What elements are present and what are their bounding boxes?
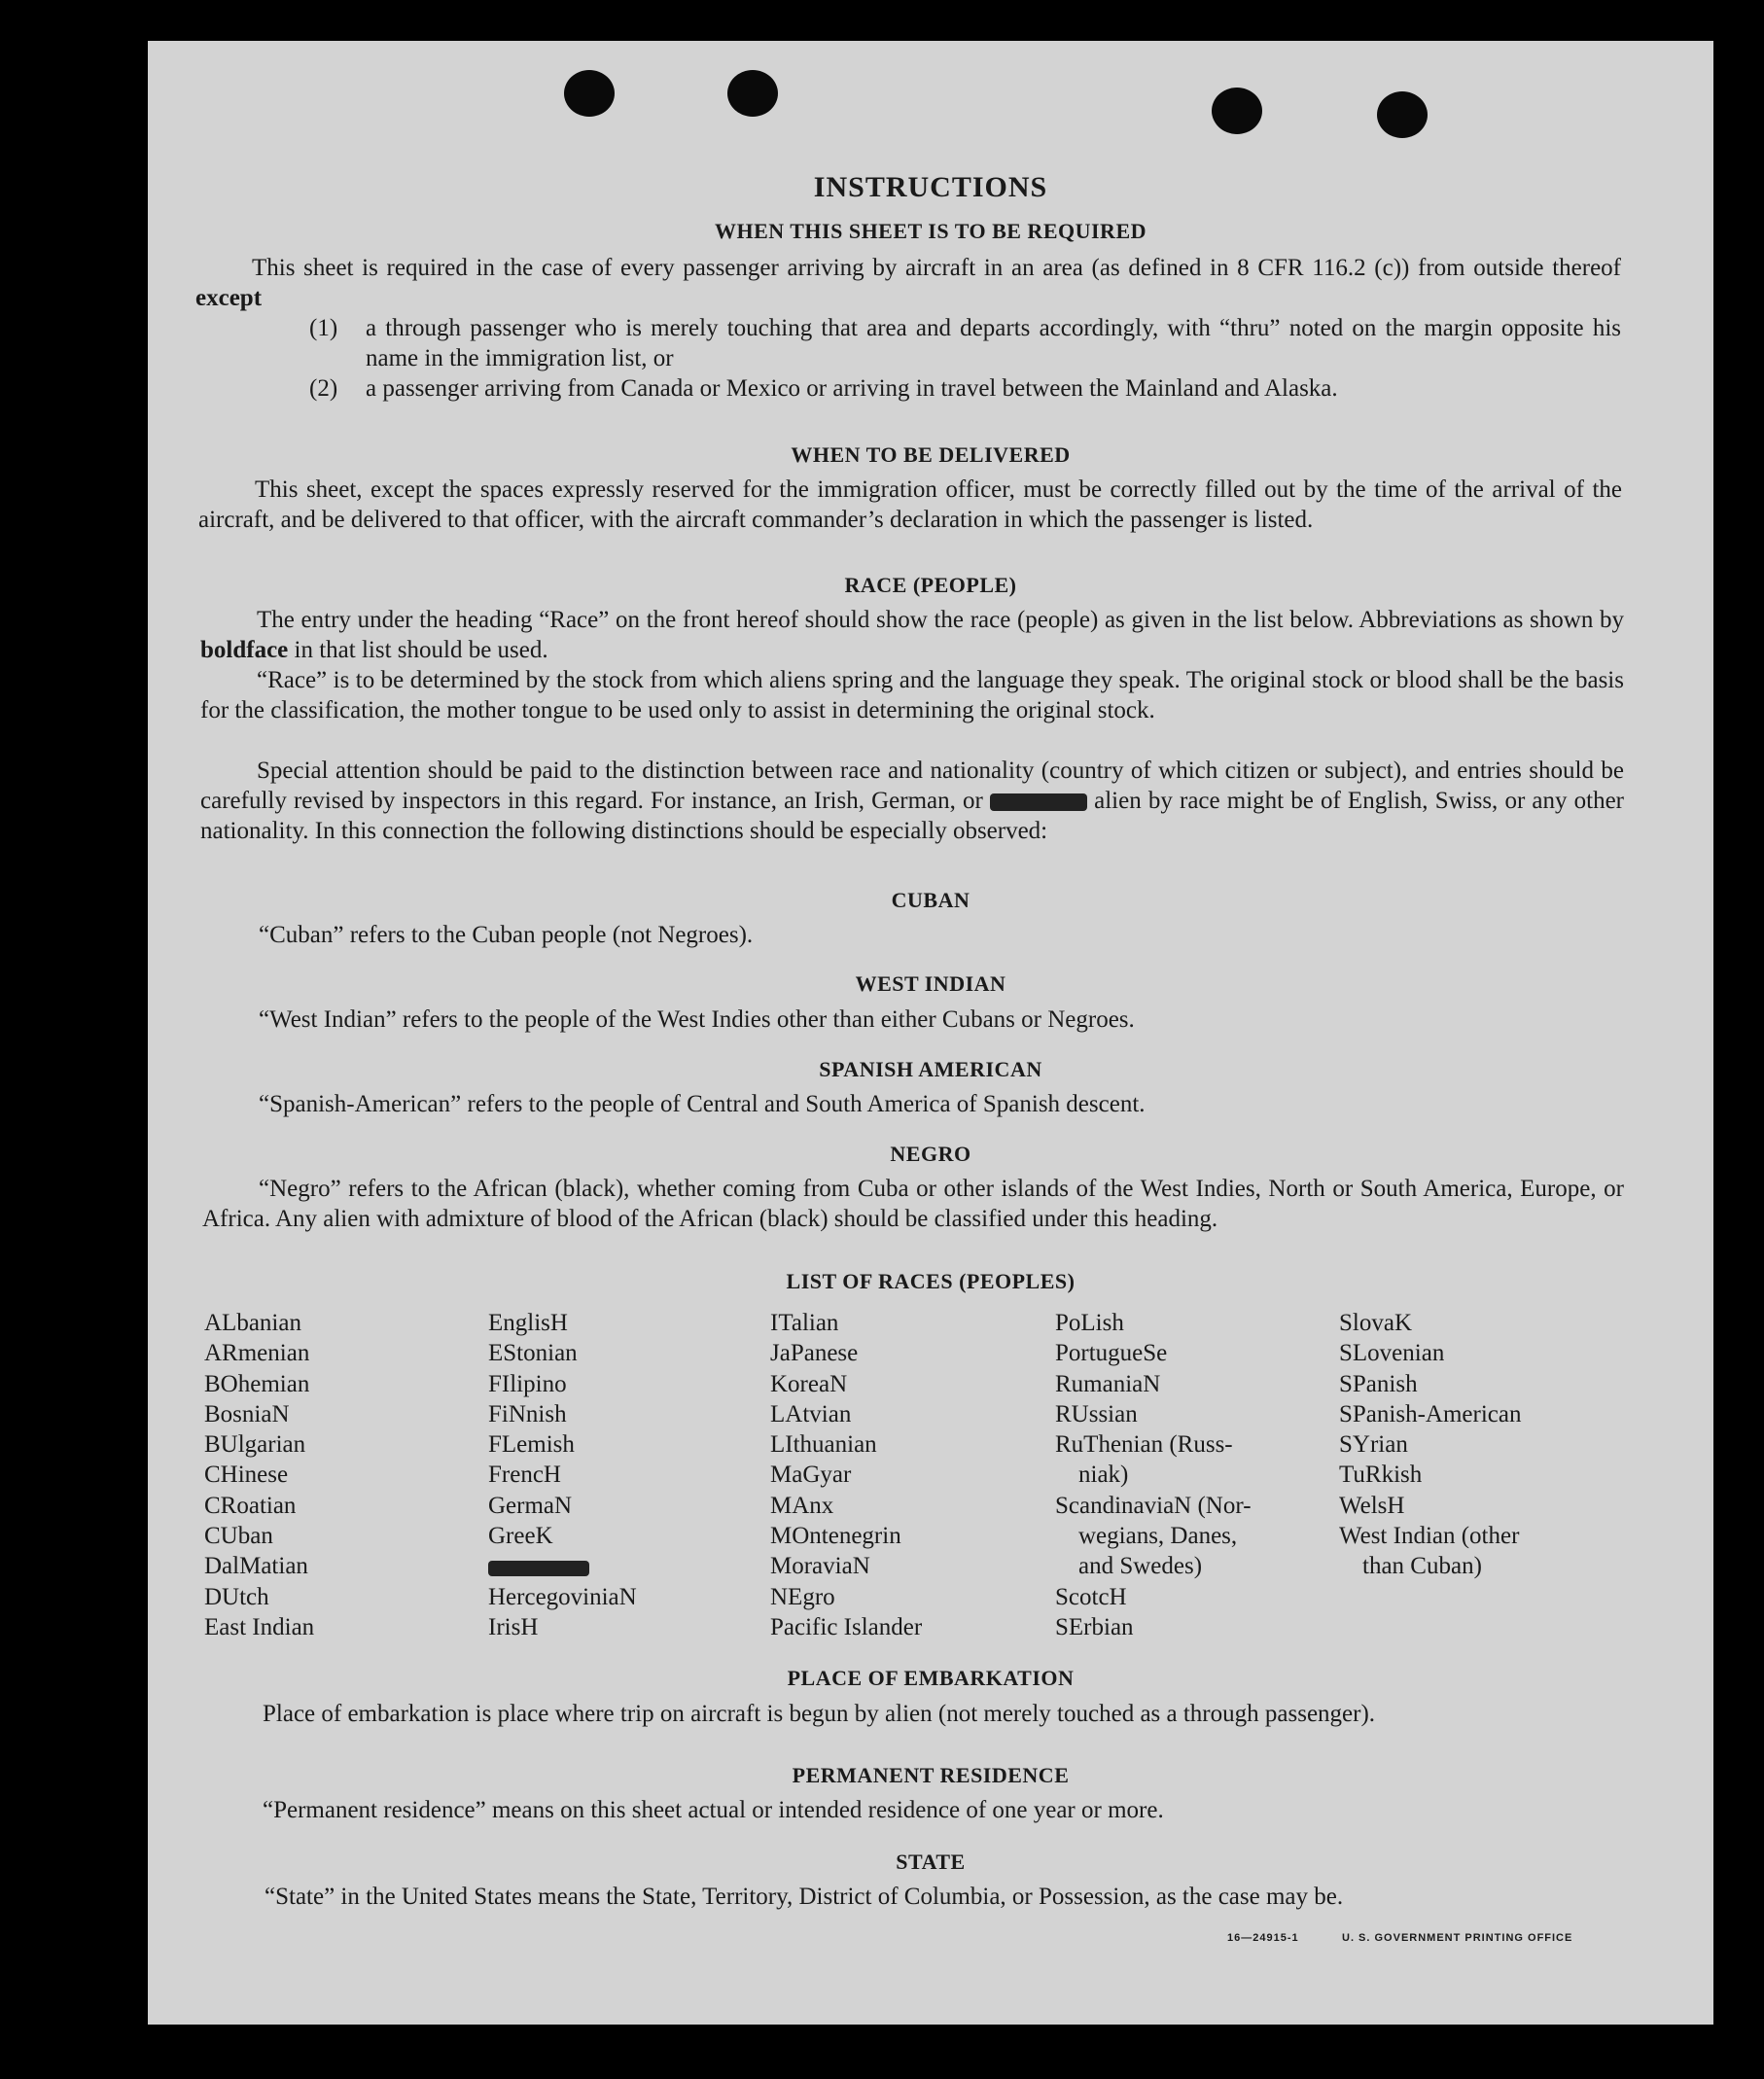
race-entry: MAnx (770, 1492, 834, 1519)
race-column-2 (488, 1308, 637, 1642)
race-entry: FiNnish (488, 1400, 567, 1427)
race-entry: ARmenian (204, 1340, 310, 1367)
race-paragraph-2: “Race” is to be determined by the stock from which aliens spring and the language they speak. The original stock or blood shall be the basis for the classification, the mother tongue to be used only to assist in determining the original stock. (200, 667, 1624, 723)
race-entry: BUlgarian (204, 1431, 306, 1459)
section-heading-west-indian: WEST INDIAN (855, 971, 1006, 996)
race-column-1 (204, 1308, 314, 1642)
item-text: a passenger arriving from Canada or Mexico or arriving in travel between the Mainland and Alaska. (366, 375, 1338, 402)
race-entry: SErbian (1055, 1613, 1134, 1640)
race-entry-continued: wegians, Danes, (1078, 1523, 1238, 1550)
punch-hole (564, 70, 615, 117)
race-entry: PoLish (1055, 1310, 1124, 1336)
race-p3-text: Special attention should be paid to the distinction between race and nationality (country of which citizen or subject), and entries should be carefully revised by inspectors in this regard. For instance, an Irish, German, or (200, 758, 1624, 814)
section-heading-embarkation: PLACE OF EMBARKATION (787, 1666, 1075, 1690)
race-entry: RUssian (1055, 1400, 1138, 1427)
footer-form-number: 16—24915-1 (1227, 1932, 1299, 1944)
race-entry: EnglisH (488, 1310, 568, 1336)
race-entry: SLovenian (1339, 1340, 1445, 1367)
race-paragraph-3 (200, 756, 1624, 846)
item-text: a through passenger who is merely touching that area and departs accordingly, with “thru” noted on the margin opposite his name in the immigration list, or (366, 315, 1621, 371)
race-entry: NEgro (770, 1583, 835, 1610)
race-entry: TuRkish (1339, 1462, 1423, 1489)
race-entry: JaPanese (770, 1340, 859, 1367)
race-entry: SlovaK (1339, 1310, 1412, 1336)
race-entry-continued: niak) (1078, 1462, 1129, 1489)
race-entry-redacted (488, 1551, 637, 1581)
embarkation-text: Place of embarkation is place where trip on aircraft is begun by alien (not merely touched as a through passenger). (263, 1701, 1376, 1727)
document-page (148, 41, 1713, 2025)
section-heading-race-list: LIST OF RACES (PEOPLES) (786, 1269, 1076, 1293)
race-entry: CUban (204, 1523, 273, 1550)
section-heading-cuban: CUBAN (891, 888, 970, 912)
item-number: (2) (309, 375, 338, 402)
race-entry: CRoatian (204, 1492, 297, 1519)
race-entry: SPanish (1339, 1370, 1418, 1397)
race-entry: East Indian (204, 1613, 315, 1640)
race-entry: IrisH (488, 1613, 539, 1640)
race-entry-continued: than Cuban) (1362, 1553, 1482, 1580)
race-entry: DalMatian (204, 1553, 308, 1580)
footer-printer: U. S. GOVERNMENT PRINTING OFFICE (1342, 1932, 1573, 1944)
punch-hole (727, 70, 778, 117)
race-entry: MoraviaN (770, 1553, 870, 1580)
spanish-american-text: “Spanish-American” refers to the people of Central and South America of Spanish descent. (259, 1091, 1146, 1117)
race-paragraph-1 (200, 605, 1624, 665)
race-p1-text: The entry under the heading “Race” on the front hereof should show the race (people) as given in the list below. Abbreviations as shown by (257, 607, 1624, 633)
punch-hole (1377, 91, 1428, 138)
redaction-mark (990, 793, 1087, 811)
race-entry: GermaN (488, 1492, 573, 1519)
required-intro-text: This sheet is required in the case of every passenger arriving by aircraft in an area (as defined in 8 CFR 116.2 (c)) from outside thereof (252, 255, 1621, 281)
race-entry: ALbanian (204, 1310, 301, 1336)
section-heading-negro: NEGRO (890, 1142, 971, 1166)
race-entry: HercegoviniaN (488, 1583, 637, 1610)
race-entry: SPanish-American (1339, 1400, 1522, 1427)
race-entry: SYrian (1339, 1431, 1408, 1459)
race-entry-continued: and Swedes) (1078, 1553, 1203, 1580)
race-entry: Pacific Islander (770, 1613, 923, 1640)
race-entry: EStonian (488, 1340, 578, 1367)
residence-text: “Permanent residence” means on this sheet actual or intended residence of one year or more. (263, 1797, 1164, 1823)
race-entry: LIthuanian (770, 1431, 877, 1459)
section-heading-delivered: WHEN TO BE DELIVERED (791, 442, 1071, 467)
punch-hole (1212, 88, 1262, 134)
redaction-mark (488, 1561, 589, 1576)
required-intro (195, 253, 1621, 313)
boldface-word: boldface (200, 637, 289, 663)
race-entry: RuThenian (Russ- (1055, 1431, 1233, 1459)
race-entry: West Indian (other (1339, 1523, 1520, 1550)
race-entry: MaGyar (770, 1462, 852, 1489)
race-entry: FrencH (488, 1462, 561, 1489)
race-column-3 (770, 1308, 922, 1642)
race-entry: RumaniaN (1055, 1370, 1161, 1397)
race-entry: PortugueSe (1055, 1340, 1168, 1367)
race-entry: ScotcH (1055, 1583, 1127, 1610)
except-bold: except (195, 285, 263, 311)
page-title: INSTRUCTIONS (813, 171, 1048, 203)
section-heading-residence: PERMANENT RESIDENCE (792, 1763, 1070, 1787)
race-column-5 (1339, 1308, 1521, 1582)
section-heading-state: STATE (896, 1850, 966, 1874)
cuban-text: “Cuban” refers to the Cuban people (not Negroes). (259, 922, 754, 948)
race-p1-end: in that list should be used. (288, 637, 548, 663)
race-entry: ITalian (770, 1310, 839, 1336)
west-indian-text: “West Indian” refers to the people of the West Indies other than either Cubans or Negroes. (259, 1006, 1135, 1033)
race-entry: CHinese (204, 1462, 289, 1489)
race-entry: LAtvian (770, 1400, 852, 1427)
race-entry: ScandinaviaN (Nor- (1055, 1492, 1252, 1519)
race-entry: GreeK (488, 1523, 553, 1550)
race-entry: MOntenegrin (770, 1523, 901, 1550)
race-entry: WelsH (1339, 1492, 1405, 1519)
state-text: “State” in the United States means the State, Territory, District of Columbia, or Possession, as the case may be. (265, 1884, 1344, 1910)
section-heading-race: RACE (PEOPLE) (844, 573, 1017, 597)
race-entry: FIlipino (488, 1370, 567, 1397)
item-number: (1) (309, 315, 338, 341)
race-column-4 (1055, 1308, 1252, 1642)
negro-text: “Negro” refers to the African (black), whether coming from Cuba or other islands of the West Indies, North or South America, Europe, or Africa. Any alien with admixture of blood of the African (black) should be classified under this heading. (202, 1176, 1624, 1232)
race-entry: FLemish (488, 1431, 575, 1459)
race-entry: BOhemian (204, 1370, 310, 1397)
race-entry: KoreaN (770, 1370, 848, 1397)
delivered-text: This sheet, except the spaces expressly reserved for the immigration officer, must be correctly filled out by the time of the arrival of the aircraft, and be delivered to that officer, with the aircraft commander’s declaration in which the passenger is listed. (198, 476, 1622, 533)
race-entry: DUtch (204, 1583, 269, 1610)
race-p3-end: alien by race might be of English, Swiss, or any other nationality. In this connection the following distinctions should be especially observed: (200, 788, 1625, 844)
section-heading-spanish-american: SPANISH AMERICAN (819, 1057, 1042, 1081)
section-heading-required: WHEN THIS SHEET IS TO BE REQUIRED (714, 219, 1147, 243)
race-entry: BosniaN (204, 1400, 290, 1427)
